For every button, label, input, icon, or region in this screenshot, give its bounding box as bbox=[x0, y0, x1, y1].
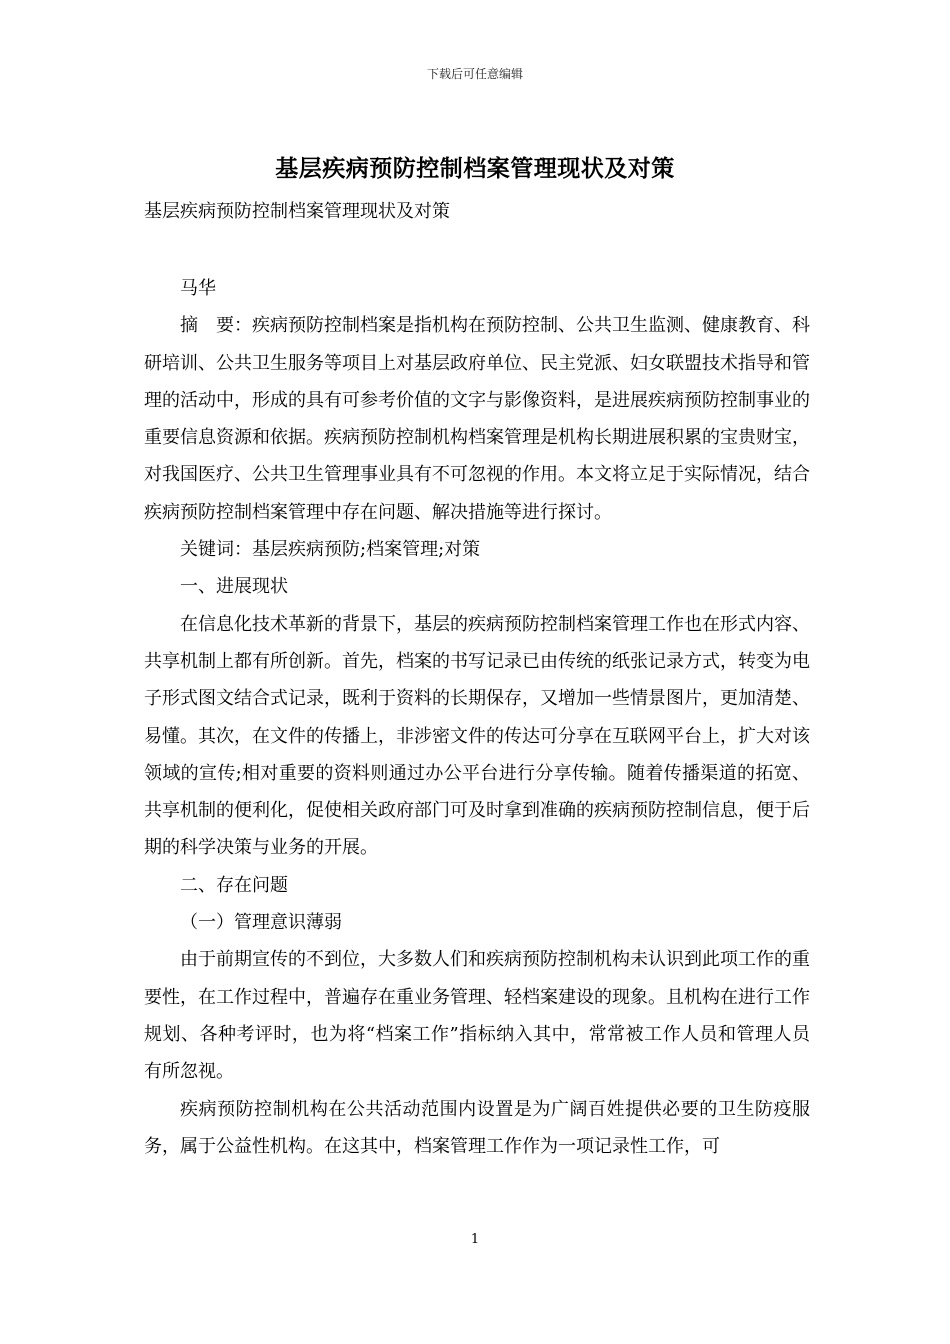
author-name: 马华 bbox=[180, 278, 216, 299]
body-paragraph: 由于前期宣传的不到位，大多数人们和疾病预防控制机构未认识到此项工作的重要性，在工作过程中，普遍存在重业务管理、轻档案建设的现象。且机构在进行工作规划、各种考评时，也为将“档案工作”指标纳入其中，常常被工作人员和管理人员有所忽视。 bbox=[144, 949, 810, 1083]
section-heading-2: 二、存在问题 bbox=[180, 874, 288, 896]
document-subtitle: 基层疾病预防控制档案管理现状及对策 bbox=[144, 201, 450, 222]
abstract-paragraph: 摘 要：疾病预防控制档案是指机构在预防控制、公共卫生监测、健康教育、科研培训、公共卫生服务等项目上对基层政府单位、民主党派、妇女联盟技术指导和管理的活动中，形成的具有可参考价值的文字与影像资料，是进展疾病预防控制事业的重要信息资源和依据。疾病预防控制机构档案管理是机构长期进展积累的宝贵财宝，对我国医疗、公共卫生管理事业具有不可忽视的作用。本文将立足于实际情况，结合疾病预防控制档案管理中存在问题、解决措施等进行探讨。 bbox=[144, 315, 810, 523]
page-header: 下载后可任意编辑 bbox=[426, 67, 523, 81]
subsection-heading-1: （一）管理意识薄弱 bbox=[180, 912, 342, 934]
body-paragraph: 疾病预防控制机构在公共活动范围内设置是为广阔百姓提供必要的卫生防疫服务，属于公益性机构。在这其中，档案管理工作作为一项记录性工作，可 bbox=[144, 1098, 810, 1157]
document-body bbox=[144, 270, 810, 1165]
keywords-paragraph: 关键词：基层疾病预防;档案管理;对策 bbox=[180, 539, 481, 561]
page-number: 1 bbox=[470, 1232, 480, 1247]
section-heading-1: 一、进展现状 bbox=[180, 576, 288, 598]
document-title: 基层疾病预防控制档案管理现状及对策 bbox=[275, 155, 675, 182]
body-paragraph: 在信息化技术革新的背景下，基层的疾病预防控制档案管理工作也在形式内容、共享机制上都有所创新。首先，档案的书写记录已由传统的纸张记录方式，转变为电子形式图文结合式记录，既利于资料的长期保存，又增加一些情景图片，更加清楚、易懂。其次，在文件的传播上，非涉密文件的传达可分享在互联网平台上，扩大对该领域的宣传;相对重要的资料则通过办公平台进行分享传输。随着传播渠道的拓宽、共享机制的便利化，促使相关政府部门可及时拿到准确的疾病预防控制信息，便于后期的科学决策与业务的开展。 bbox=[144, 613, 810, 859]
